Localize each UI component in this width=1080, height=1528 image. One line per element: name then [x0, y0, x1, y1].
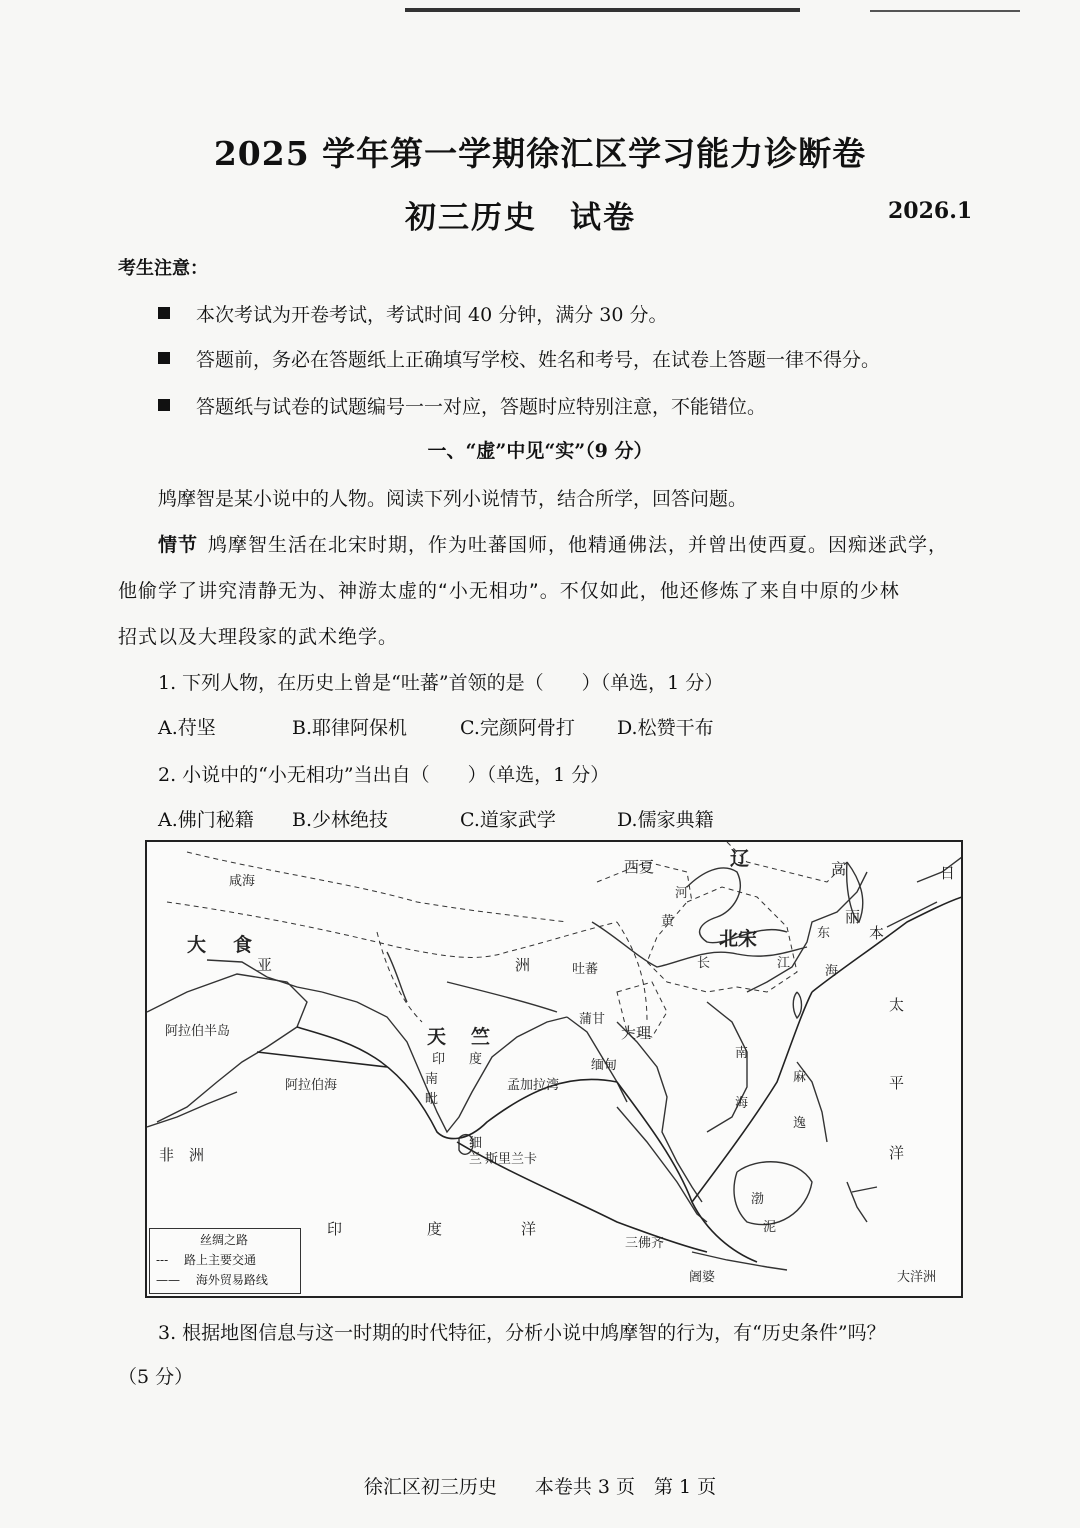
plot-line: 他偷学了讲究清静无为、神游太虚的“小无相功”。不仅如此，他还修炼了来自中原的少林 [118, 580, 900, 602]
q2-option-d: D.儒家典籍 [617, 809, 714, 831]
map-label-ri: 日 [940, 864, 956, 882]
map-label-da: 大 [187, 934, 207, 956]
map-label-tubo: 吐蕃 [572, 962, 599, 977]
question-3-stem: 3. 根据地图信息与这一时期的时代特征，分析小说中鸠摩智的行为，有“历史条件”吗？ [158, 1322, 886, 1344]
map-legend [149, 1228, 301, 1294]
exam-subtitle: 初三历史 试卷 [405, 200, 636, 236]
q2-option-a: A.佛门秘籍 [158, 809, 254, 831]
coastline-vietnam [707, 1002, 747, 1132]
map-label-pacific-2: 平 [889, 1074, 905, 1092]
plot-line: 招式以及大理段家的武术绝学。 [118, 626, 399, 648]
question-1-stem: 1. 下列人物，在历史上曾是“吐蕃”首领的是（ ）（单选，1 分） [158, 672, 724, 694]
coastline-indochina [617, 1022, 702, 1202]
legend-sea-symbol: —— [156, 1273, 180, 1287]
map-label-du: 度 [469, 1052, 483, 1067]
map-label-xianhai: 咸海 [229, 874, 256, 889]
map-label-tian: 天 [427, 1026, 447, 1048]
map-label-xixia: 西夏 [624, 858, 655, 876]
question-3-points: （5 分） [118, 1366, 194, 1388]
map-label-nanhai-1: 南 [735, 1046, 749, 1061]
map-label-arabia: 阿拉伯半岛 [165, 1024, 231, 1039]
sea-route-4 [692, 992, 812, 1202]
map-label-jiang: 江 [777, 956, 791, 971]
scan-top-mark [405, 8, 800, 12]
map-label-pugan: 蒲甘 [579, 1012, 606, 1027]
map-label-huang: 黄 [661, 914, 675, 929]
map-label-ben: 本 [869, 924, 885, 942]
exam-date: 2026.1 [888, 198, 973, 224]
map-label-ni: 泥 [763, 1220, 777, 1235]
plot-line: 情节 鸠摩智生活在北宋时期，作为吐蕃国师，他精通佛法，并曾出使西夏。因痴迷武学， [158, 534, 949, 556]
map-label-oceania: 大洋洲 [897, 1270, 937, 1285]
notice-item: 答题纸与试卷的试题编号一一对应，答题时应特别注意，不能错位。 [158, 392, 766, 419]
plot-label: 情节 [158, 534, 199, 556]
map-label-he: 河 [675, 886, 689, 901]
map-label-dong: 东 [817, 926, 831, 941]
map-label-nanhai-2: 海 [735, 1096, 749, 1111]
map-label-sanfoqi: 三佛齐 [625, 1236, 665, 1251]
sea-route-1 [297, 1027, 617, 1139]
section-title: 一、“虚”中见“实”（9 分） [427, 440, 653, 462]
q1-option-b: B.耶律阿保机 [292, 717, 408, 739]
map-label-yin: 印 [432, 1052, 446, 1067]
map-label-yi: 逸 [793, 1116, 807, 1131]
map-label-pacific-3: 洋 [889, 1144, 905, 1162]
q1-option-d: D.松赞干布 [617, 717, 714, 739]
map-label-beisong: 北宋 [719, 928, 758, 950]
river-indus [387, 952, 407, 1002]
legend-land-row: --- 路上主要交通 [156, 1253, 257, 1267]
map-label-lan: 兰 [469, 1152, 483, 1167]
coastline-china [747, 872, 867, 992]
map-label-gao: 高 [831, 860, 847, 878]
scan-top-mark-2 [870, 10, 1020, 12]
sea-route-6 [257, 1052, 387, 1067]
silk-road-land-3 [377, 932, 422, 1022]
map-label-shepo: 阇婆 [689, 1270, 716, 1285]
map-label-bo: 渤 [751, 1192, 765, 1207]
song-dynasty-trade-map [145, 840, 963, 1298]
map-label-indian-ocean-1: 印 [327, 1220, 343, 1238]
notice-heading: 考生注意： [118, 258, 208, 279]
map-label-arabian-sea: 阿拉伯海 [285, 1078, 338, 1093]
legend-title: 丝绸之路 [200, 1233, 249, 1247]
map-label-liao: 辽 [730, 848, 750, 870]
exam-title: 2025 学年第一学期徐汇区学习能力诊断卷 [213, 134, 867, 173]
map-label-east-sea: 海 [825, 964, 839, 979]
map-label-ya: 亚 [257, 956, 273, 974]
coastline-taiwan [793, 992, 801, 1018]
bullet-square-icon [158, 352, 170, 364]
map-label-ma: 麻 [793, 1070, 807, 1085]
coastline-arabia [147, 974, 307, 1122]
map-label-indian-ocean-2: 度 [427, 1220, 443, 1238]
map-label-zhu: 竺 [471, 1026, 491, 1048]
map-label-dali: 大理 [621, 1024, 652, 1042]
legend-land-symbol: --- [156, 1253, 169, 1267]
bullet-square-icon [158, 399, 170, 411]
section-intro: 鸠摩智是某小说中的人物。阅读下列小说情节，结合所学，回答问题。 [158, 488, 748, 510]
map-label-bengal: 孟加拉湾 [507, 1078, 560, 1093]
river-ganges [447, 982, 557, 1012]
map-label-miandian: 缅甸 [591, 1058, 618, 1073]
bullet-square-icon [158, 307, 170, 319]
notice-item: 答题前，务必在答题纸上正确填写学校、姓名和考号，在试卷上答题一律不得分。 [158, 345, 880, 372]
map-label-nan: 南 [425, 1072, 439, 1087]
notice-item: 本次考试为开卷考试，考试时间 40 分钟，满分 30 分。 [158, 300, 668, 327]
map-label-pi: 毗 [425, 1092, 439, 1107]
map-label-shi: 食 [233, 934, 253, 956]
map-label-chang: 长 [697, 956, 711, 971]
map-label-xi: 细 [469, 1136, 483, 1151]
map-label-indian-ocean-3: 洋 [521, 1220, 537, 1238]
map-label-pacific-1: 太 [889, 996, 905, 1014]
silk-road-land-4 [617, 922, 647, 1022]
question-2-stem: 2. 小说中的“小无相功”当出自（ ）（单选，1 分） [158, 764, 610, 786]
q1-option-a: A.苻坚 [158, 717, 216, 739]
coastline-sulawesi [847, 1182, 877, 1222]
map-label-zhou: 洲 [515, 956, 531, 974]
page-footer: 徐汇区初三历史 本卷共 3 页 第 1 页 [363, 1476, 717, 1498]
q1-option-c: C.完颜阿骨打 [460, 717, 575, 739]
map-label-srilanka: 斯里兰卡 [485, 1152, 538, 1167]
q2-option-b: B.少林绝技 [292, 809, 389, 831]
coastline-africa [147, 1092, 237, 1127]
map-label-africa: 非 洲 [159, 1146, 205, 1164]
map-label-li: 丽 [845, 908, 861, 926]
legend-sea-row: —— 海外贸易路线 [156, 1273, 268, 1287]
q2-option-c: C.道家武学 [460, 809, 556, 831]
